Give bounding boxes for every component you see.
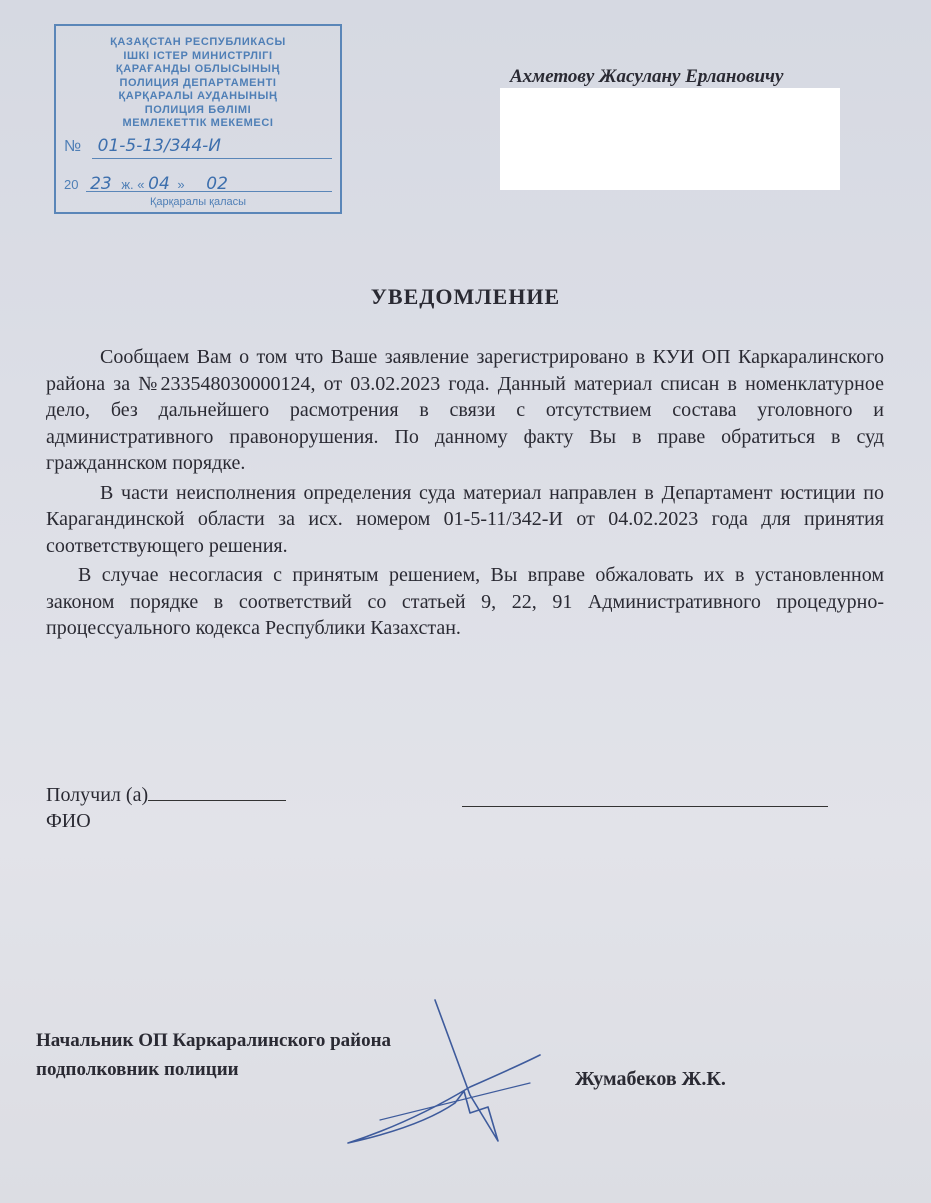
redacted-area	[500, 88, 840, 190]
stamp-date-sep: »	[177, 177, 185, 192]
body-paragraph: В случае несогласия с принятым решением, Вы вправе обжаловать их в установленном законом порядке в соответствий со статьей 9, 22, 91 Административного процедурно-процессуального кодекса Республики Казахстан.	[46, 564, 884, 639]
stamp-date-underline	[86, 191, 332, 192]
stamp-org-line: ІШКІ ІСТЕР МИНИСТРЛІГІ	[123, 49, 273, 62]
stamp-date-year: 23	[90, 174, 112, 194]
stamp-org-line: ҚАРАҒАНДЫ ОБЛЫСЫНЫҢ	[115, 63, 281, 75]
stamp-number-prefix: №	[64, 138, 82, 155]
stamp-number-value: 01-5-13/344-И	[97, 136, 221, 156]
stamp-number-underline	[92, 158, 332, 159]
addressee-name: Ахметову Жасулану Ерлановичу	[510, 66, 784, 87]
received-block	[46, 782, 286, 834]
stamp-org-line: ҚАЗАҚСТАН РЕСПУБЛИКАСЫ	[110, 36, 286, 48]
handwritten-signature	[320, 995, 550, 1155]
stamp-org-line: ПОЛИЦИЯ БӨЛІМІ	[144, 103, 252, 116]
fio-label: ФИО	[46, 810, 91, 832]
chief-rank: подполковник полиции	[36, 1059, 239, 1080]
stamp-org-line: ПОЛИЦИЯ ДЕПАРТАМЕНТІ	[119, 76, 277, 89]
stamp-org-line: ҚАРҚАРАЛЫ АУДАНЫНЫҢ	[118, 90, 278, 102]
stamp-org-line: МЕМЛЕКЕТТІК МЕКЕМЕСІ	[122, 117, 274, 129]
stamp-date-day: 04	[148, 174, 170, 194]
document-title: УВЕДОМЛЕНИЕ	[370, 284, 561, 309]
body-paragraph: Сообщаем Вам о том что Ваше заявление зарегистрировано в КУИ ОП Каркаралинского района за №233548030000124, от 03.02.2023 года. Данный материал списан в номенклатурное дело, без дальнейшего расмотрения в связи с отсутствием состава уголовного и административного правонорушения. По данному факту Вы в праве обратиться в суд гражданнском порядке.	[46, 346, 884, 474]
chief-name: Жумабеков Ж.К.	[575, 1068, 726, 1090]
received-label: Получил (а)	[46, 784, 149, 806]
recipient-signature-line	[462, 806, 828, 807]
stamp-date-sep: ж. «	[121, 177, 145, 192]
stamp-date-prefix: 20	[64, 177, 79, 192]
document-body	[46, 344, 884, 642]
received-blank-line	[148, 800, 286, 801]
stamp-city: Қарқаралы қаласы	[149, 196, 247, 208]
registration-stamp	[54, 24, 342, 214]
body-paragraph: В части неисполнения определения суда материал направлен в Департамент юстиции по Карагандинской области за исх. номером 01-5-11/342-И от 04.02.2023 года для принятия соответствующего решения.	[46, 481, 884, 557]
stamp-date-month: 02	[206, 174, 228, 194]
chief-title: Начальник ОП Каркаралинского района	[36, 1030, 392, 1051]
stamp-organization	[56, 36, 340, 131]
stamp-number-row	[64, 136, 332, 156]
